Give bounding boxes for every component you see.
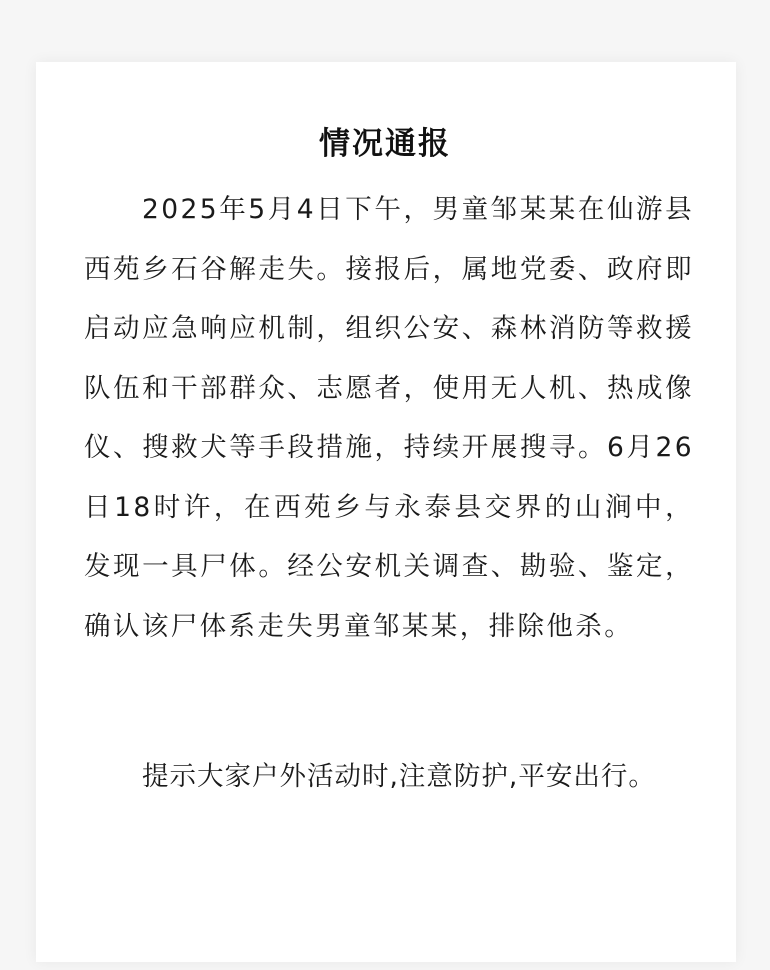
notice-paragraph-main: 2025年5月4日下午，男童邹某某在仙游县西苑乡石谷解走失。接报后，属地党委、政府即启动应急响应机制，组织公安、森林消防等救援队伍和干部群众、志愿者，使用无人机、热成像仪、搜救犬等手段措施，持续开展搜寻。6月26日18时许，在西苑乡与永泰县交界的山涧中，发现一具尸体。经公安机关调查、勘验、鉴定，确认该尸体系走失男童邹某某，排除他杀。: [84, 194, 694, 642]
notice-paragraph-reminder: 提示大家户外活动时,注意防护,平安出行。: [142, 761, 656, 792]
document-title: 情况通报: [319, 126, 451, 162]
signature-fragment: [395, 930, 695, 970]
